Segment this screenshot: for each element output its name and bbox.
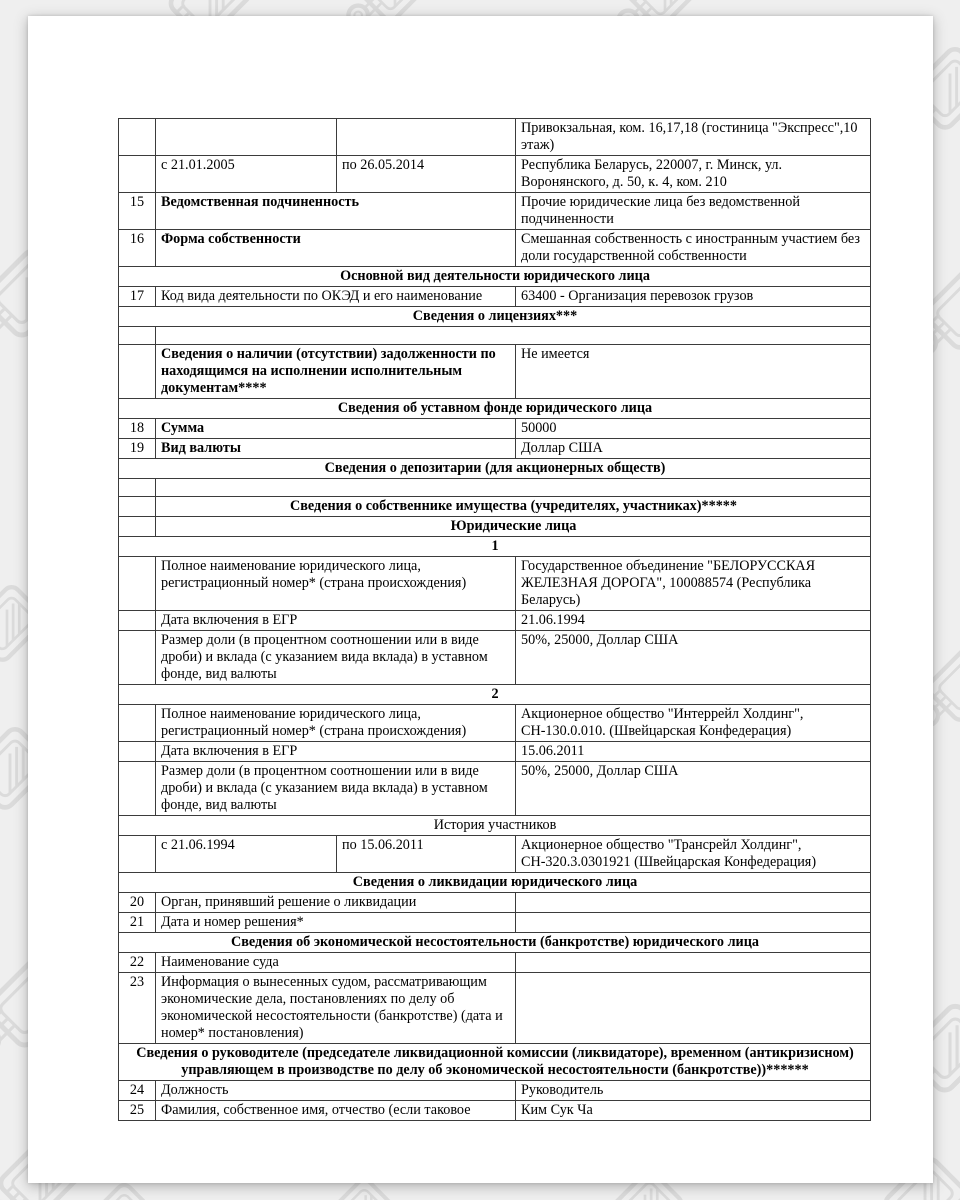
row-21-value — [516, 913, 871, 933]
row-18-value: 50000 — [516, 419, 871, 439]
row-18-label: Сумма — [156, 419, 516, 439]
section-header-row — [119, 497, 871, 517]
row-number-cell: 23 — [119, 973, 156, 1044]
row-17-label: Код вида деятельности по ОКЭД и его наименование — [156, 287, 516, 307]
table-row — [119, 193, 871, 230]
row-19-label: Вид валюты — [156, 439, 516, 459]
row-24-value: Руководитель — [516, 1081, 871, 1101]
period-to-cell: по 26.05.2014 — [337, 156, 516, 193]
debt-value: Не имеется — [516, 345, 871, 399]
entity-2-name-label: Полное наименование юридического лица, регистрационный номер* (страна происхождения) — [156, 705, 516, 742]
table-row — [119, 439, 871, 459]
section-header-row — [119, 816, 871, 836]
section-header-row — [119, 1044, 871, 1081]
table-row — [119, 156, 871, 193]
history-to-cell: по 15.06.2011 — [337, 836, 516, 873]
table-row — [119, 893, 871, 913]
section-leader-title: Сведения о руководителе (председателе ликвидационной комиссии (ликвидаторе), временном (антикризисном) управляющем в производстве по делу об экономической несостоятельности (банкротстве))****** — [119, 1044, 871, 1081]
entity-1-name-value: Государственное объединение "БЕЛОРУССКАЯ ЖЕЛЕЗНАЯ ДОРОГА", 100088574 (Республика Беларусь) — [516, 557, 871, 611]
table-row — [119, 953, 871, 973]
row-number-cell — [119, 557, 156, 611]
entity-2-share-value: 50%, 25000, Доллар США — [516, 762, 871, 816]
table-row — [119, 1081, 871, 1101]
row-number-cell — [119, 345, 156, 399]
row-number-cell — [119, 497, 156, 517]
empty-cell — [156, 327, 871, 345]
entity-1-number: 1 — [119, 537, 871, 557]
row-number-cell: 15 — [119, 193, 156, 230]
table-row — [119, 230, 871, 267]
row-22-label: Наименование суда — [156, 953, 516, 973]
section-depositary-title: Сведения о депозитарии (для акционерных обществ) — [119, 459, 871, 479]
row-24-label: Должность — [156, 1081, 516, 1101]
row-number-cell — [119, 836, 156, 873]
row-20-value — [516, 893, 871, 913]
row-20-label: Орган, принявший решение о ликвидации — [156, 893, 516, 913]
address-value: Республика Беларусь, 220007, г. Минск, ул. Воронянского, д. 50, к. 4, ком. 210 — [516, 156, 871, 193]
history-value: Акционерное общество "Трансрейл Холдинг", СН-320.3.0301921 (Швейцарская Конфедерация) — [516, 836, 871, 873]
table-row — [119, 557, 871, 611]
section-legal-entities-title: Юридические лица — [156, 517, 871, 537]
section-header-row — [119, 517, 871, 537]
row-23-label: Информация о вынесенных судом, рассматривающим экономические дела, постановлениях по делу об экономической несостоятельности (банкротстве) (дата и номер* постановления) — [156, 973, 516, 1044]
row-number-cell — [119, 156, 156, 193]
row-15-label: Ведомственная подчиненность — [156, 193, 516, 230]
section-liquidation-title: Сведения о ликвидации юридического лица — [119, 873, 871, 893]
entity-1-share-value: 50%, 25000, Доллар США — [516, 631, 871, 685]
row-number-cell: 20 — [119, 893, 156, 913]
empty-row — [119, 327, 871, 345]
row-number-cell — [119, 327, 156, 345]
row-16-value: Смешанная собственность с иностранным участием без доли государственной собственности — [516, 230, 871, 267]
row-15-value: Прочие юридические лица без ведомственной подчиненности — [516, 193, 871, 230]
row-25-value: Ким Сук Ча — [516, 1101, 871, 1121]
section-owner-title: Сведения о собственнике имущества (учредителях, участниках)***** — [156, 497, 871, 517]
registry-extract-table — [118, 118, 871, 1121]
entity-1-share-label: Размер доли (в процентном соотношении или в виде дроби) и вклада (с указанием вида вклада) в уставном фонде, вид валюты — [156, 631, 516, 685]
entity-2-name-value: Акционерное общество "Интеррейл Холдинг", СН-130.0.010. (Швейцарская Конфедерация) — [516, 705, 871, 742]
section-header-row — [119, 399, 871, 419]
section-header-row — [119, 307, 871, 327]
row-number-cell: 19 — [119, 439, 156, 459]
document-page — [28, 16, 933, 1183]
entity-number-row — [119, 537, 871, 557]
row-16-label: Форма собственности — [156, 230, 516, 267]
table-row — [119, 631, 871, 685]
address-continued-value: Привокзальная, ком. 16,17,18 (гостиница "Экспресс",10 этаж) — [516, 119, 871, 156]
entity-1-name-label: Полное наименование юридического лица, регистрационный номер* (страна происхождения) — [156, 557, 516, 611]
row-number-cell — [119, 705, 156, 742]
row-number-cell — [119, 742, 156, 762]
section-fund-title: Сведения об уставном фонде юридического лица — [119, 399, 871, 419]
section-licenses-title: Сведения о лицензиях*** — [119, 307, 871, 327]
section-bankruptcy-title: Сведения об экономической несостоятельности (банкротстве) юридического лица — [119, 933, 871, 953]
row-number-cell — [119, 517, 156, 537]
row-23-value — [516, 973, 871, 1044]
row-number-cell: 17 — [119, 287, 156, 307]
row-number-cell: 22 — [119, 953, 156, 973]
row-number-cell — [119, 479, 156, 497]
period-to-cell — [337, 119, 516, 156]
table-row — [119, 611, 871, 631]
row-number-cell: 16 — [119, 230, 156, 267]
row-number-cell — [119, 611, 156, 631]
table-row — [119, 419, 871, 439]
table-row — [119, 287, 871, 307]
row-22-value — [516, 953, 871, 973]
entity-number-row — [119, 685, 871, 705]
debt-label: Сведения о наличии (отсутствии) задолженности по находящимся на исполнении исполнительным документам**** — [156, 345, 516, 399]
table-row — [119, 762, 871, 816]
row-number-cell: 25 — [119, 1101, 156, 1121]
period-from-cell — [156, 119, 337, 156]
period-from-cell: с 21.01.2005 — [156, 156, 337, 193]
entity-1-egr-value: 21.06.1994 — [516, 611, 871, 631]
table-row — [119, 836, 871, 873]
row-number-cell — [119, 119, 156, 156]
entity-2-egr-label: Дата включения в ЕГР — [156, 742, 516, 762]
table-row — [119, 705, 871, 742]
table-row — [119, 345, 871, 399]
table-row — [119, 742, 871, 762]
table-row — [119, 1101, 871, 1121]
table-row — [119, 119, 871, 156]
entity-2-egr-value: 15.06.2011 — [516, 742, 871, 762]
section-activity-title: Основной вид деятельности юридического лица — [119, 267, 871, 287]
history-from-cell: с 21.06.1994 — [156, 836, 337, 873]
section-header-row — [119, 459, 871, 479]
table-row — [119, 913, 871, 933]
entity-2-number: 2 — [119, 685, 871, 705]
section-history-title: История участников — [119, 816, 871, 836]
row-number-cell: 21 — [119, 913, 156, 933]
row-17-value: 63400 - Организация перевозок грузов — [516, 287, 871, 307]
row-19-value: Доллар США — [516, 439, 871, 459]
section-header-row — [119, 267, 871, 287]
row-number-cell: 18 — [119, 419, 156, 439]
empty-cell — [156, 479, 871, 497]
empty-row — [119, 479, 871, 497]
table-row — [119, 973, 871, 1044]
entity-1-egr-label: Дата включения в ЕГР — [156, 611, 516, 631]
row-number-cell — [119, 762, 156, 816]
row-number-cell: 24 — [119, 1081, 156, 1101]
section-header-row — [119, 933, 871, 953]
row-21-label: Дата и номер решения* — [156, 913, 516, 933]
row-number-cell — [119, 631, 156, 685]
entity-2-share-label: Размер доли (в процентном соотношении или в виде дроби) и вклада (с указанием вида вклада) в уставном фонде, вид валюты — [156, 762, 516, 816]
row-25-label: Фамилия, собственное имя, отчество (если таковое — [156, 1101, 516, 1121]
section-header-row — [119, 873, 871, 893]
